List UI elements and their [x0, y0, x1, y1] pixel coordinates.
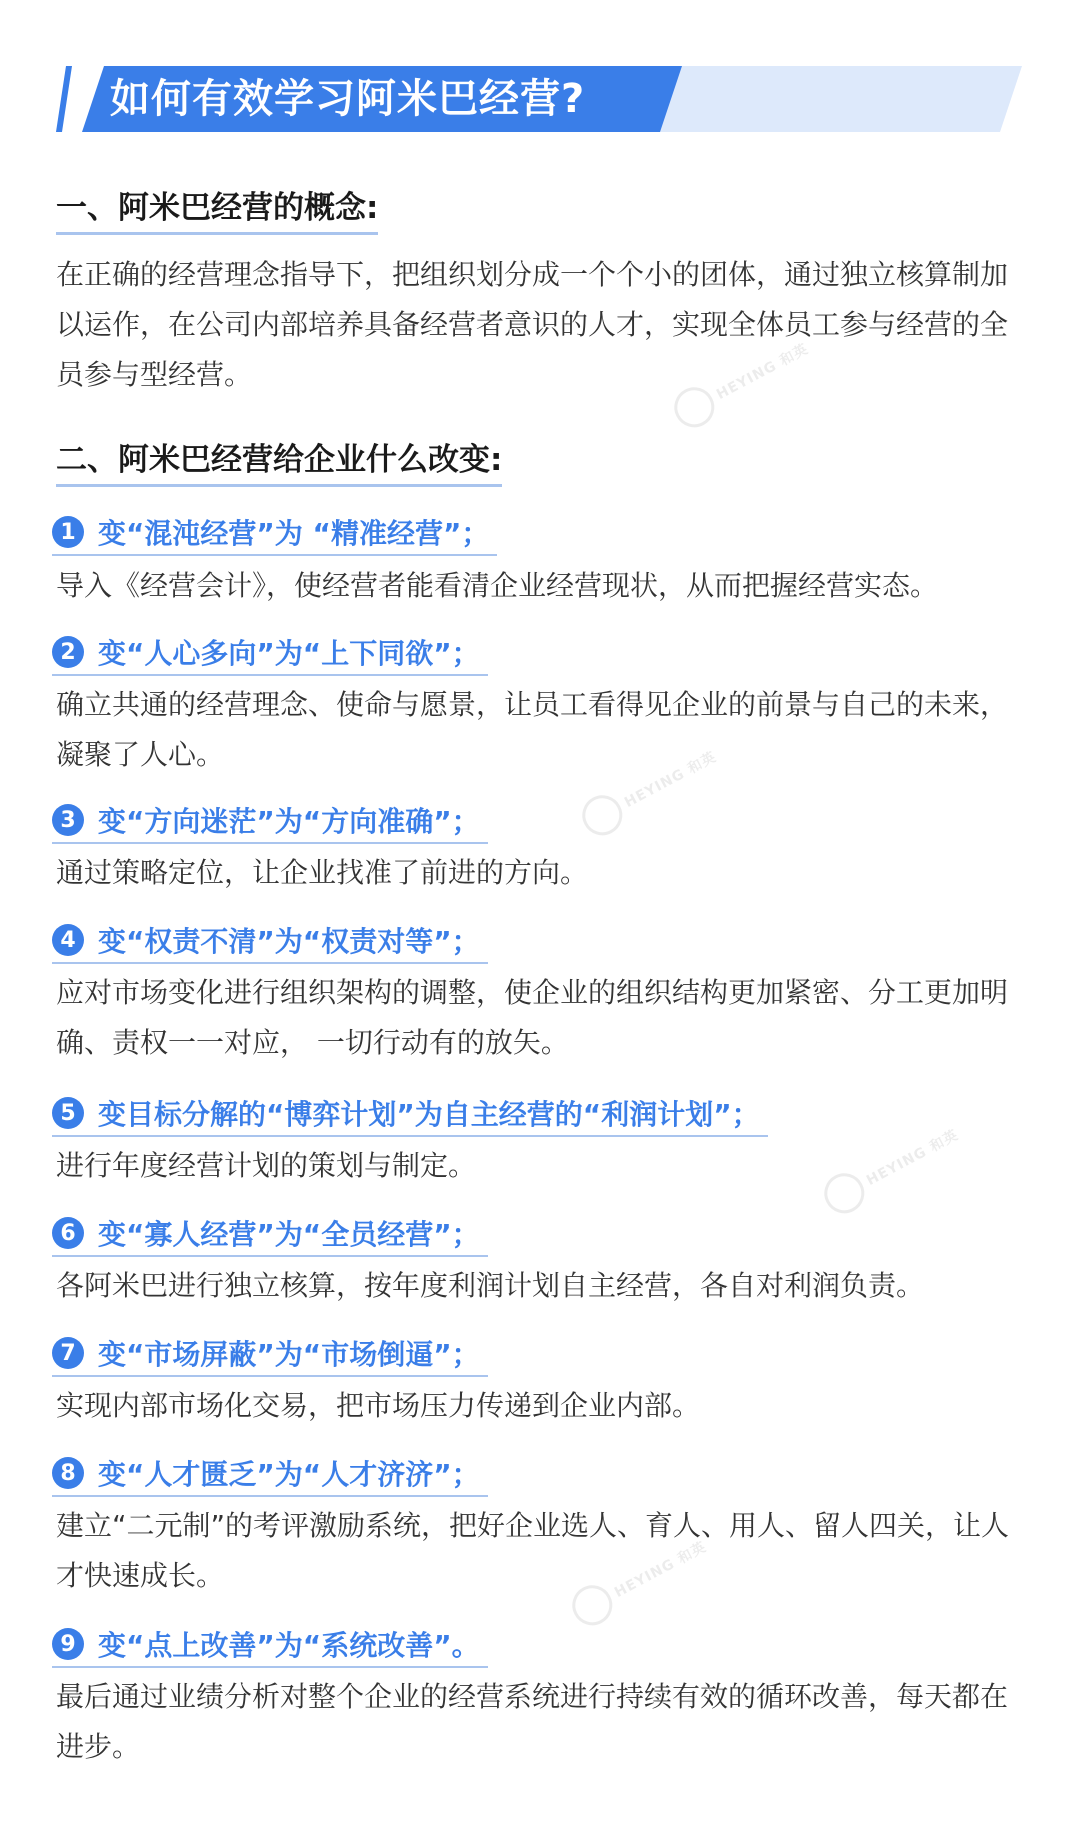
change-item-title-8	[52, 1451, 488, 1497]
change-title: 变“点上改善”为“系统改善”。	[98, 1629, 480, 1662]
change-item-desc-1: 导入《经营会计》，使经营者能看清企业经营现状，从而把握经营实态。	[56, 569, 939, 602]
watermark-text: HEYING 和英	[621, 749, 720, 812]
change-item-title-2	[52, 630, 488, 676]
change-item-title-9	[52, 1622, 488, 1668]
change-item-title-1	[52, 510, 497, 556]
change-item-title-3	[52, 798, 488, 844]
number-badge-icon: 1	[52, 516, 84, 548]
change-item-desc-8: 建立“二元制”的考评激励系统，把好企业选人、育人、用人、留人四关，让人才快速成长。	[56, 1509, 1010, 1592]
number-badge-icon: 6	[52, 1217, 84, 1249]
page-title: 如何有效学习阿米巴经营?	[110, 76, 586, 122]
change-title: 变“市场屏蔽”为“市场倒逼”；	[98, 1338, 480, 1371]
change-item-title-7	[52, 1331, 488, 1377]
change-item-desc-9: 最后通过业绩分析对整个企业的经营系统进行持续有效的循环改善，每天都在进步。	[56, 1680, 1009, 1763]
number-badge-icon: 9	[52, 1628, 84, 1660]
section-heading-concept: 一、阿米巴经营的概念:	[56, 182, 378, 235]
change-title: 变“方向迷茫”为“方向准确”；	[98, 805, 480, 838]
change-title: 变目标分解的“博弈计划”为自主经营的“利润计划”；	[98, 1098, 760, 1131]
change-title: 变“寡人经营”为“全员经营”；	[98, 1218, 480, 1251]
change-item-desc-5: 进行年度经营计划的策划与制定。	[56, 1149, 477, 1182]
change-item-desc-3: 通过策略定位，让企业找准了前进的方向。	[56, 856, 589, 889]
concept-paragraph: 在正确的经营理念指导下，把组织划分成一个个小的团体，通过独立核算制加以运作，在公司内部培养具备经营者意识的人才，实现全体员工参与经营的全员参与型经营。	[56, 258, 1009, 391]
section-heading-changes: 二、阿米巴经营给企业什么改变:	[56, 434, 502, 487]
number-badge-icon: 2	[52, 636, 84, 668]
change-item-title-5	[52, 1091, 768, 1137]
change-item-title-4	[52, 918, 488, 964]
change-title: 变“混沌经营”为 “精准经营”；	[98, 517, 490, 550]
title-banner	[56, 66, 1022, 132]
number-badge-icon: 3	[52, 804, 84, 836]
number-badge-icon: 4	[52, 924, 84, 956]
change-title: 变“权责不清”为“权责对等”；	[98, 925, 480, 958]
change-item-desc-7: 实现内部市场化交易，把市场压力传递到企业内部。	[56, 1389, 701, 1422]
watermark-text: HEYING 和英	[611, 1539, 710, 1602]
number-badge-icon: 8	[52, 1457, 84, 1489]
change-item-desc-4: 应对市场变化进行组织架构的调整，使企业的组织结构更加紧密、分工更加明确、责权一一对应， 一切行动有的放矢。	[56, 976, 1009, 1059]
change-item-title-6	[52, 1211, 488, 1257]
watermark-text: HEYING 和英	[713, 341, 812, 404]
change-title: 变“人才匮乏”为“人才济济”；	[98, 1458, 480, 1491]
change-item-desc-6: 各阿米巴进行独立核算，按年度利润计划自主经营，各自对利润负责。	[56, 1269, 925, 1302]
watermark-text: HEYING 和英	[863, 1127, 962, 1190]
change-item-desc-2: 确立共通的经营理念、使命与愿景，让员工看得见企业的前景与自己的未来，凝聚了人心。	[56, 688, 1009, 771]
number-badge-icon: 7	[52, 1337, 84, 1369]
banner-stripe	[56, 66, 72, 132]
number-badge-icon: 5	[52, 1097, 84, 1129]
change-title: 变“人心多向”为“上下同欲”；	[98, 637, 480, 670]
